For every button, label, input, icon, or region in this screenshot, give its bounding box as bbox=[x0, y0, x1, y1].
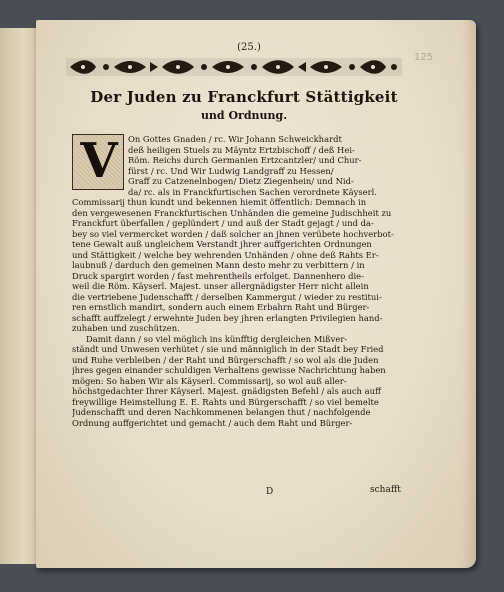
text-line: Commissarij thun kundt und bekennen hiemit öffentlich: Demnach in bbox=[72, 197, 367, 207]
previous-page-edge bbox=[0, 28, 40, 564]
text-line: deß heiligen Stuels zu Mäyntz Ertzbischoff / deß Hei- bbox=[128, 144, 355, 155]
text-line: ständt und Unwesen verhütet / sie und männiglich in der Stadt bey Fried bbox=[72, 344, 384, 354]
text-line: Druck spargirt worden / fast mehrentheils erfolget. Dannenhero die- bbox=[72, 270, 364, 281]
text-line: mögen: So haben Wir als Käyserl. Commissarij, so wol auß aller- bbox=[72, 375, 347, 386]
text-line: den vergewesenen Franckfurtischen Unhänden die gemeine Judischheit zu bbox=[72, 207, 392, 218]
text-line: On Gottes Gnaden / rc. Wir Johann Schweickhardt bbox=[128, 134, 342, 144]
text-line: ren ernstlich mandirt, sondern auch einem Erbahrn Raht und Bürger- bbox=[72, 302, 370, 312]
catchword: schafft bbox=[370, 485, 401, 495]
text-line: Damit dann / so viel möglich ins künfftig dergleichen Mißver- bbox=[86, 333, 348, 344]
text-line: fürst / rc. Und Wir Ludwig Landgraff zu Hessen/ bbox=[128, 165, 334, 176]
text-line: und Ruhe verbleiben / der Raht und Bürgerschafft / so wol als die Juden bbox=[72, 354, 379, 365]
text-line: Ordnung auffgerichtet und gemacht / auch dem Raht und Bürger- bbox=[72, 417, 353, 428]
initial-letter: V bbox=[80, 133, 118, 189]
text-line: laubnuß / darduch den gemeinen Mann desto mehr zu verbittern / in bbox=[72, 260, 365, 270]
text-line: da/ rc. als in Franckfurtischen Sachen verordnete Käyserl. bbox=[128, 186, 377, 197]
text-line: tene Gewalt auß ungleichem Verstandt jhrer auffgerichten Ordnungen bbox=[72, 239, 372, 249]
signature-mark: D bbox=[266, 487, 274, 497]
text-line: Judenschafft und deren Nachkommenen belangen thut / nachfolgende bbox=[72, 407, 371, 417]
page-number: (25.) bbox=[237, 42, 261, 53]
text-line: Graff zu Catzenelnbogen/ Dietz Ziegenhein/ und Nid- bbox=[128, 176, 354, 186]
text-line: bey so viel vermercket worden / daß solcher an jhnen verübete hochverbot- bbox=[72, 228, 394, 239]
ornament-band bbox=[66, 56, 402, 78]
text-line: Röm. Reichs durch Germanien Ertzcantzler/ und Chur- bbox=[128, 155, 362, 165]
text-line: die vertriebene Judenschafft / derselben Kammergut / wieder zu restitui- bbox=[72, 291, 382, 302]
decorated-initial bbox=[72, 134, 124, 190]
text-line: jhres gegen einander schuldigen Verhaltens gewisse Nachrichtung haben bbox=[72, 365, 386, 375]
text-line: schafft auffzelegt / erwehnte Juden bey jhren erlangten Privilegien hand- bbox=[72, 312, 383, 323]
text-line: Franckfurt überfallen / geplündert / und auß der Stadt gejagt / und da- bbox=[72, 218, 374, 228]
document-title: Der Juden zu Franckfurt Stättigkeit bbox=[90, 88, 398, 106]
document-page bbox=[36, 20, 476, 568]
text-line: höchstgedachter Ihrer Käyserl. Majest. gnädigsten Befehl / als auch auff bbox=[72, 386, 381, 396]
text-line: weil die Röm. Käyserl. Majest. unser allergnädigster Herr nicht allein bbox=[72, 281, 369, 291]
text-line: zuhaben und zuschützen. bbox=[72, 323, 180, 333]
text-line: und Stättigkeit / welche bey wehrenden Unhänden / ohne deß Rahts Er- bbox=[72, 249, 379, 260]
text-line: freywillige Heimstellung E. E. Rahts und Bürgerschafft / so viel bemelte bbox=[72, 396, 379, 407]
document-subtitle: und Ordnung. bbox=[200, 109, 288, 122]
folio-mark: 125 bbox=[414, 52, 434, 63]
